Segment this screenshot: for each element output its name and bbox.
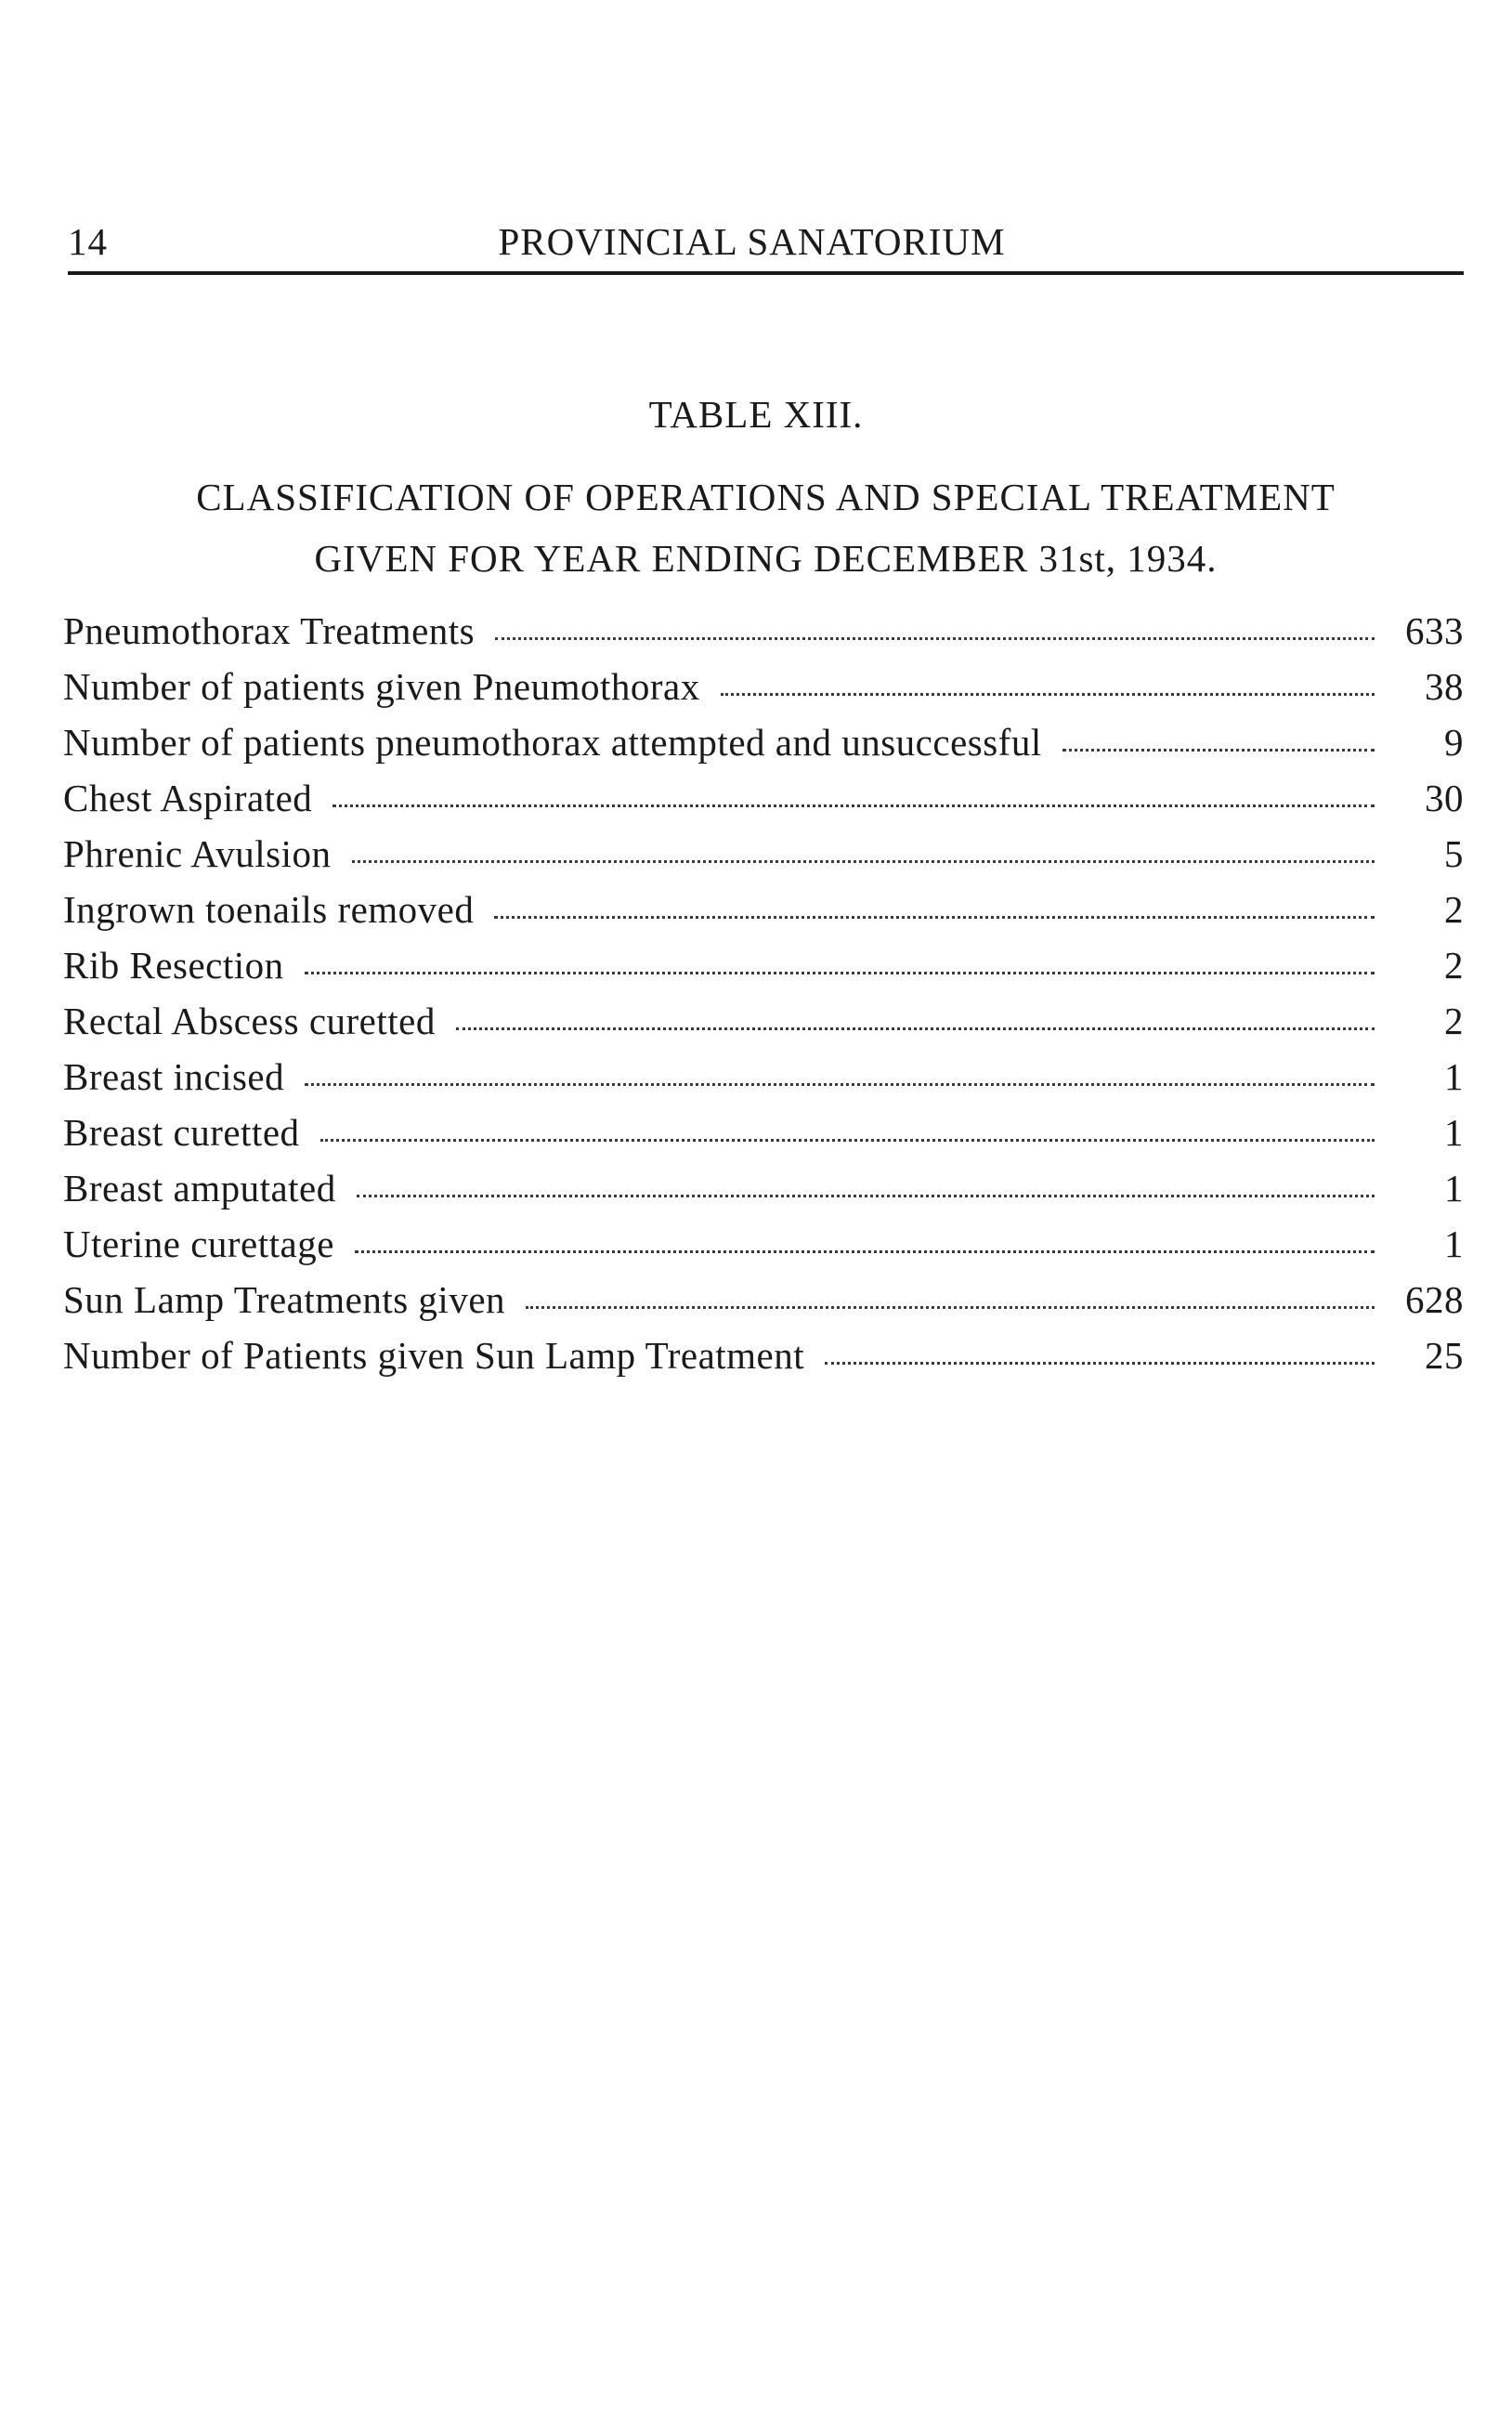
row-label: Sun Lamp Treatments given [63,1278,506,1321]
row-label: Breast curetted [63,1111,300,1154]
running-title: PROVINCIAL SANATORIUM [498,220,1006,263]
table-row [63,943,1464,999]
row-value: 633 [1405,609,1464,652]
page-header [68,216,1464,275]
row-label: Number of Patients given Sun Lamp Treatment [63,1334,805,1377]
dot-leader [494,916,1375,919]
table-row [63,1054,1464,1110]
row-label: Pneumothorax Treatments [63,609,476,652]
dot-leader [495,637,1375,640]
table-row [63,1222,1464,1277]
table-heading [68,466,1464,589]
row-value: 1 [1444,1111,1464,1154]
table-row [63,999,1464,1054]
row-value: 25 [1425,1334,1464,1377]
dot-leader [526,1306,1375,1309]
table-row [63,1277,1464,1333]
table-row [63,608,1464,664]
dot-leader [305,1083,1375,1086]
row-value: 5 [1444,832,1464,875]
row-value: 628 [1405,1278,1464,1321]
row-value: 2 [1444,944,1464,987]
row-label: Number of patients given Pneumothorax [63,665,700,708]
dot-leader [332,804,1375,807]
row-label: Number of patients pneumothorax attempted and unsuccessful [63,721,1042,764]
row-value: 38 [1425,665,1464,708]
table-heading-line-1: CLASSIFICATION OF OPERATIONS AND SPECIAL TREATMENT [196,476,1336,518]
dot-leader [825,1362,1375,1365]
table-row [63,1333,1464,1389]
operations-table [63,608,1464,1389]
row-value: 2 [1444,888,1464,931]
row-label: Phrenic Avulsion [63,832,332,875]
dot-leader [357,1195,1375,1197]
table-label: TABLE XIII. [648,393,864,436]
row-value: 1 [1444,1055,1464,1098]
dot-leader [352,860,1375,863]
dot-leader [320,1139,1375,1142]
row-value: 9 [1444,721,1464,764]
dot-leader [355,1250,1375,1253]
row-value: 2 [1444,1000,1464,1042]
table-heading-line-2: GIVEN FOR YEAR ENDING DECEMBER 31st, 1934. [314,537,1218,580]
row-label: Rectal Abscess curetted [63,1000,436,1042]
row-label: Ingrown toenails removed [63,888,475,931]
table-row [63,831,1464,887]
table-row [63,887,1464,943]
table-row [63,776,1464,831]
row-value: 30 [1425,777,1464,819]
row-label: Chest Aspirated [63,777,313,819]
table-row [63,1110,1464,1166]
row-value: 1 [1444,1167,1464,1210]
dot-leader [456,1027,1375,1030]
row-label: Uterine curettage [63,1223,334,1265]
dot-leader [721,693,1375,696]
table-row [63,720,1464,776]
row-label: Breast amputated [63,1167,336,1210]
table-row [63,1166,1464,1222]
dot-leader [305,972,1375,974]
page-number: 14 [68,220,108,263]
row-value: 1 [1444,1223,1464,1265]
table-row [63,664,1464,720]
row-label: Breast incised [63,1055,285,1098]
dot-leader [1062,749,1375,752]
row-label: Rib Resection [63,944,284,987]
